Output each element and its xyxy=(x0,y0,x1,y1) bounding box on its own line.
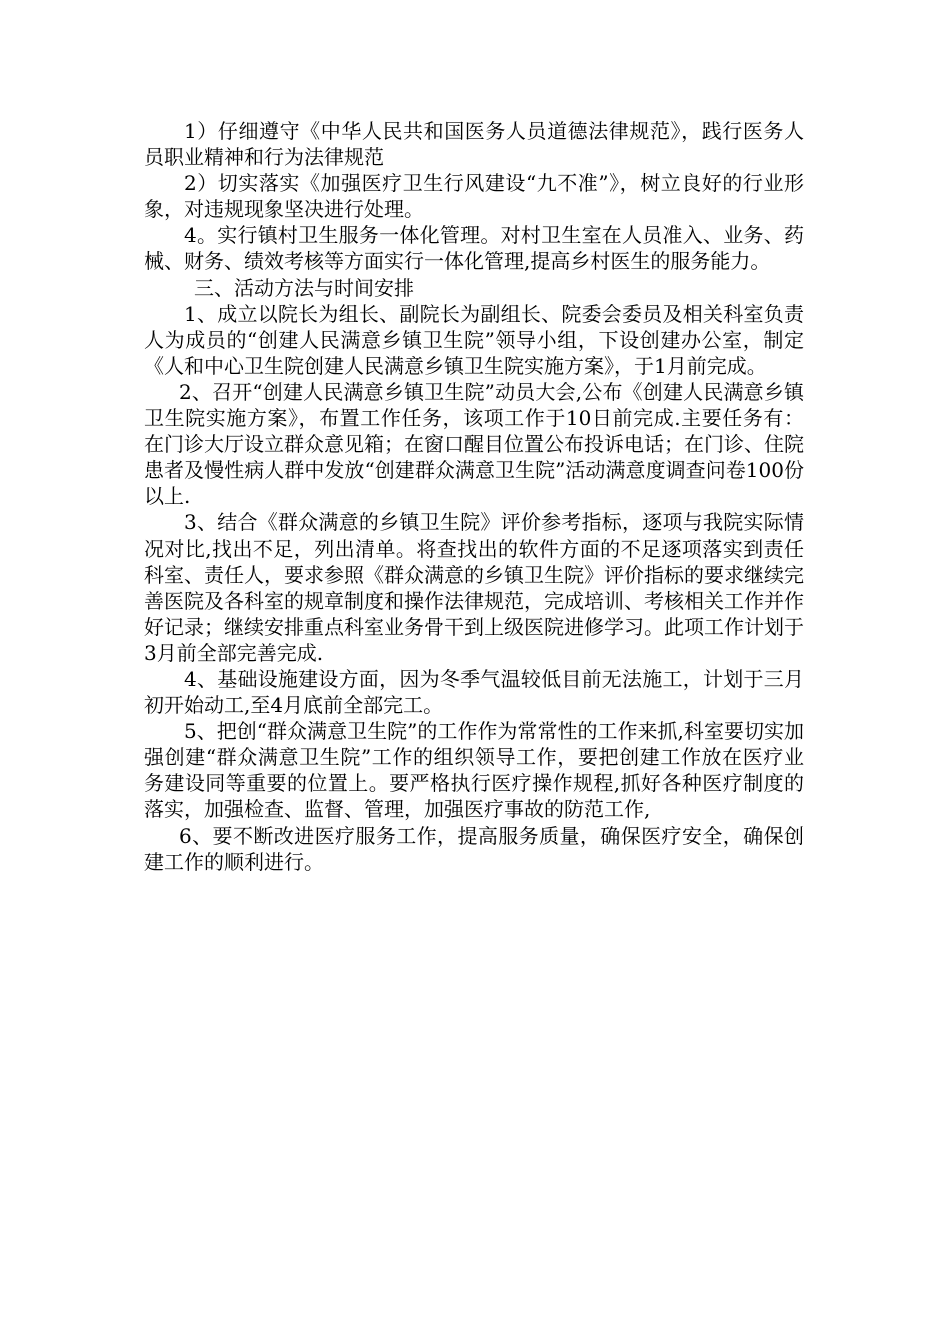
paragraph-step-2: 2、召开“创建人民满意乡镇卫生院”动员大会,公布《创建人民满意乡镇卫生院实施方案》，布置工作任务，该项工作于10日前完成.主要任务有：在门诊大厅设立群众意见箱；在窗口醒目位置公布投诉电话；在门诊、住院患者及慢性病人群中发放“创建群众满意卫生院”活动满意度调查问卷100份以上. xyxy=(144,379,804,509)
paragraph-step-4: 4、基础设施建设方面，因为冬季气温较低目前无法施工，计划于三月初开始动工,至4月底前全部完工。 xyxy=(144,666,804,718)
paragraph-step-1: 1、成立以院长为组长、副院长为副组长、院委会委员及相关科室负责人为成员的“创建人民满意乡镇卫生院”领导小组，下设创建办公室，制定《人和中心卫生院创建人民满意乡镇卫生院实施方案》，于1月前完成。 xyxy=(144,301,804,378)
paragraph-step-6: 6、要不断改进医疗服务工作，提高服务质量，确保医疗安全，确保创建工作的顺利进行。 xyxy=(144,823,804,874)
document-body xyxy=(144,118,804,875)
paragraph-item-4: 4。实行镇村卫生服务一体化管理。对村卫生室在人员准入、业务、药械、财务、绩效考核等方面实行一体化管理,提高乡村医生的服务能力。 xyxy=(144,223,804,274)
paragraph-step-5: 5、把创“群众满意卫生院”的工作作为常常性的工作来抓,科室要切实加强创建“群众满意卫生院”工作的组织领导工作，要把创建工作放在医疗业务建设同等重要的位置上。要严格执行医疗操作规程,抓好各种医疗制度的落实，加强检查、监督、管理，加强医疗事故的防范工作, xyxy=(144,719,804,822)
paragraph-item-1: 1）仔细遵守《中华人民共和国医务人员道德法律规范》，践行医务人员职业精神和行为法律规范 xyxy=(144,119,804,170)
paragraph-item-2: 2）切实落实《加强医疗卫生行风建设“九不准”》，树立良好的行业形象，对违规现象坚决进行处理。 xyxy=(144,171,804,222)
section-heading-3: 三、活动方法与时间安排 xyxy=(194,275,414,300)
paragraph-step-3: 3、结合《群众满意的乡镇卫生院》评价参考指标，逐项与我院实际情况对比,找出不足，列出清单。将查找出的软件方面的不足逐项落实到责任科室、责任人，要求参照《群众满意的乡镇卫生院》评价指标的要求继续完善医院及各科室的规章制度和操作法律规范，完成培训、考核相关工作并作好记录；继续安排重点科室业务骨干到上级医院进修学习。此项工作计划于3月前全部完善完成. xyxy=(144,510,804,665)
